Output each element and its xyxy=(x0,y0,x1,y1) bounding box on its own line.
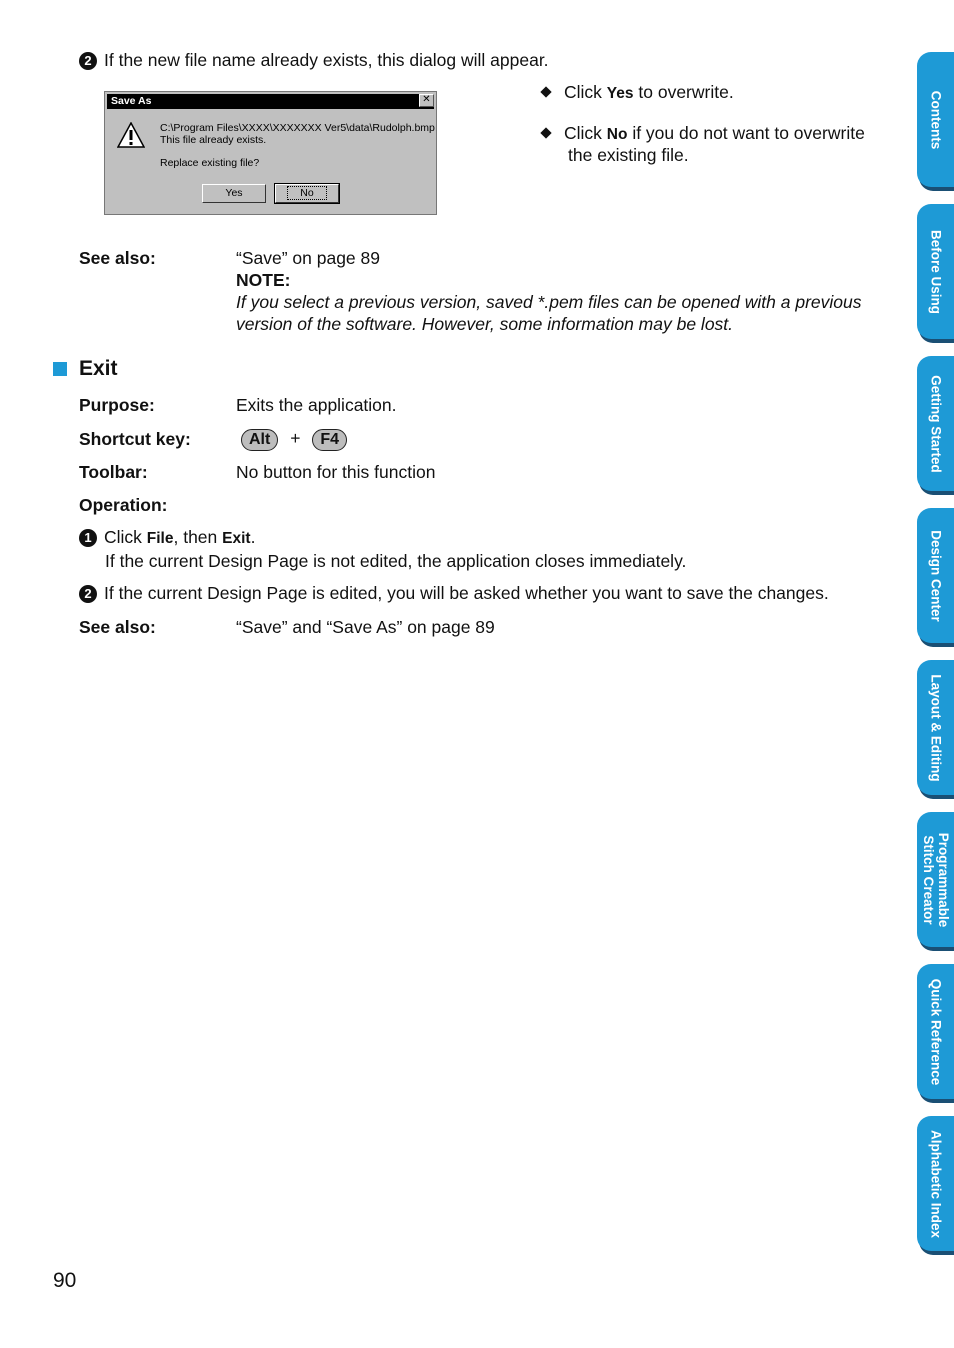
f4-key: F4 xyxy=(312,429,347,451)
step-number: 1 xyxy=(79,529,97,547)
tab-programmable-stitch-creator[interactable] xyxy=(917,812,954,947)
bullet-no-line2: the existing file. xyxy=(568,145,689,165)
shortcut-keys xyxy=(241,428,347,451)
diamond-bullet-icon xyxy=(540,127,551,138)
tab-label: Layout & Editing xyxy=(928,673,943,782)
bullet-yes xyxy=(542,82,734,103)
bullet-text: if you do not want to overwrite xyxy=(627,123,865,143)
see-also-label: See also: xyxy=(79,248,156,268)
bullet-text: Click xyxy=(564,82,607,102)
tab-getting-started[interactable] xyxy=(917,356,954,491)
step-text: . xyxy=(250,527,256,547)
bullet-text: to overwrite. xyxy=(633,82,734,102)
key-yes: Yes xyxy=(606,85,634,102)
shortcut-label: Shortcut key: xyxy=(79,429,191,449)
key-exit: Exit xyxy=(222,530,251,547)
note-label: NOTE: xyxy=(236,270,291,290)
tab-label: Contents xyxy=(928,90,943,149)
op-step-2 xyxy=(79,583,829,604)
tab-label: Before Using xyxy=(928,229,943,314)
bullet-no xyxy=(542,123,865,144)
tab-label xyxy=(921,832,951,927)
plus-sign: + xyxy=(290,428,301,448)
tab-alphabetic-index[interactable] xyxy=(917,1116,954,1251)
close-icon[interactable]: ✕ xyxy=(419,94,434,107)
tab-quick-reference[interactable] xyxy=(917,964,954,1099)
dialog-title: Save As xyxy=(107,94,434,109)
see-also-label: See also: xyxy=(79,617,156,637)
tab-label-line2: Stitch Creator xyxy=(920,834,936,925)
alt-key: Alt xyxy=(241,429,278,451)
save-as-dialog xyxy=(104,91,437,215)
operation-label: Operation: xyxy=(79,495,168,515)
tab-label: Quick Reference xyxy=(928,978,943,1085)
step-text: If the current Design Page is edited, you will be asked whether you want to save the changes. xyxy=(104,583,829,603)
tab-label: Alphabetic Index xyxy=(928,1129,943,1238)
key-file: File xyxy=(146,530,174,547)
purpose-label: Purpose: xyxy=(79,395,155,415)
step-2-intro xyxy=(79,50,549,71)
dialog-question: Replace existing file? xyxy=(160,157,260,169)
yes-button[interactable]: Yes xyxy=(202,184,266,203)
see-also-value: “Save” and “Save As” on page 89 xyxy=(236,617,495,637)
op-step-1-line2: If the current Design Page is not edited, the application closes immediately. xyxy=(105,551,687,571)
warning-icon xyxy=(117,122,145,148)
tab-design-center[interactable] xyxy=(917,508,954,643)
tab-label-line1: Programmable xyxy=(935,832,951,927)
step-number: 2 xyxy=(79,585,97,603)
tab-contents[interactable] xyxy=(917,52,954,187)
no-button[interactable] xyxy=(275,184,339,203)
diamond-bullet-icon xyxy=(540,86,551,97)
toolbar-value: No button for this function xyxy=(236,462,436,482)
note-line-2: version of the software. However, some information may be lost. xyxy=(236,314,734,334)
step-text: , then xyxy=(173,527,223,547)
toolbar-label: Toolbar: xyxy=(79,462,148,482)
key-no: No xyxy=(606,126,628,143)
page-number: 90 xyxy=(53,1269,77,1292)
purpose-value: Exits the application. xyxy=(236,395,397,415)
step-text: If the new file name already exists, this dialog will appear. xyxy=(104,50,549,70)
tab-label: Design Center xyxy=(928,529,943,622)
note-line-1: If you select a previous version, saved *.pem files can be opened with a previous xyxy=(236,292,862,312)
see-also-value: “Save” on page 89 xyxy=(236,248,380,268)
step-number: 2 xyxy=(79,52,97,70)
section-title: Exit xyxy=(79,357,118,380)
no-button-label: No xyxy=(287,186,326,200)
tab-before-using[interactable] xyxy=(917,204,954,339)
op-step-1 xyxy=(79,527,255,548)
tab-layout-editing[interactable] xyxy=(917,660,954,795)
bullet-text: Click xyxy=(564,123,607,143)
section-square-icon xyxy=(53,362,67,376)
step-text: Click xyxy=(104,527,147,547)
tab-label: Getting Started xyxy=(928,374,943,473)
dialog-exists-text: This file already exists. xyxy=(160,134,267,146)
dialog-path: C:\Program Files\XXXX\XXXXXXX Ver5\data\Rudolph.bmp xyxy=(160,122,435,134)
